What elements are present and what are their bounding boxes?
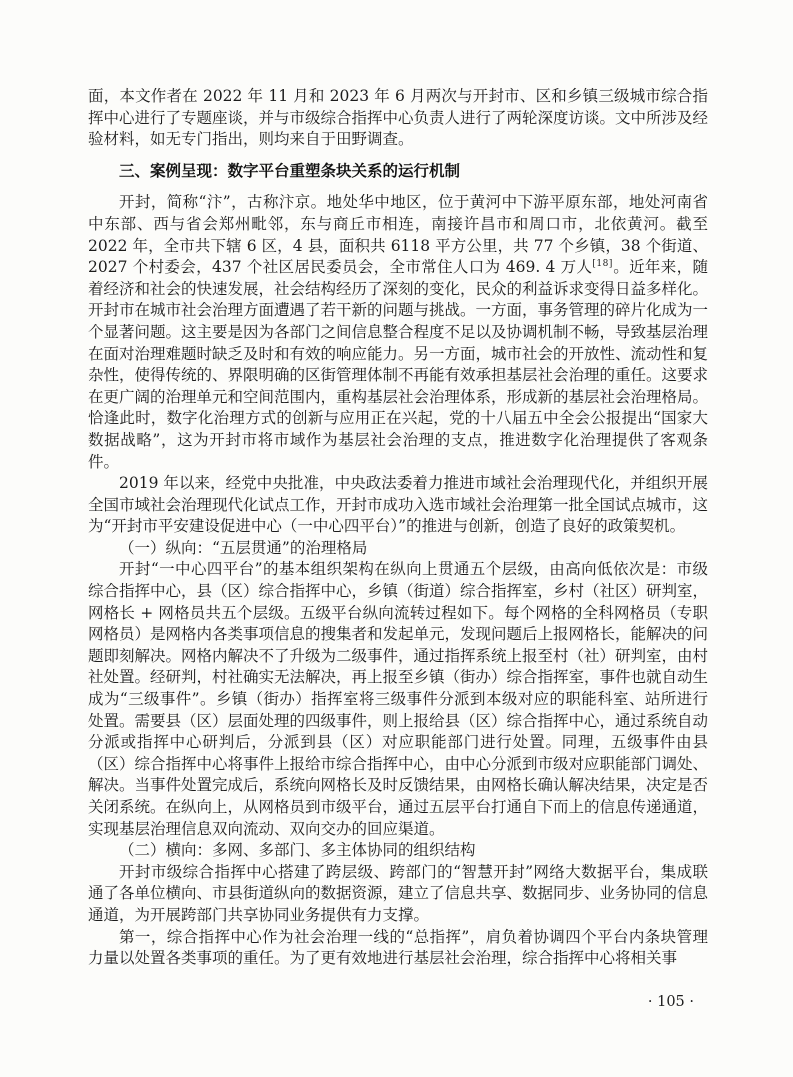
kaifeng-overview-text-after-citation: 。近年来，随着经济和社会的快速发展，社会结构经历了深刻的变化，民众的利益诉求变得日益多样化。开封市在城市社会治理方面遭遇了若干新的问题与挑战。一方面，事务管理的碎片化成为一个显著问题。这主要是因为各部门之间信息整合程度不足以及协调机制不畅，导致基层治理在面对治理难题时缺乏及时和有效的响应能力。另一方面，城市社会的开放性、流动性和复杂性，使得传统的、界限明确的区街管理体制不再能有效承担基层社会治理的重任。这要求在更广阔的治理单元和空间范围内，重构基层社会治理体系，形成新的基层社会治理格局。恰逢此时，数字化治理方式的创新与应用正在兴起，党的十八届五中全会公报提出“国家大数据战略”，这为开封市将市域作为基层社会治理的支点，推进数字化治理提供了客观条件。 <box>88 258 709 471</box>
paragraph-first-point: 第一，综合指挥中心作为社会治理一线的“总指挥”，肩负着协调四个平台内条块管理力量以处置各类事项的重任。为了更有效地进行基层社会治理，综合指挥中心将相关事 <box>88 927 708 968</box>
kaifeng-overview-text-before-citation: 开封，简称“汴”，古称汴京。地处华中地区，位于黄河中下游平原东部，地处河南省中东部、西与省会郑州毗邻，东与商丘市相连，南接许昌市和周口市，北依黄河。截至 2022 年，全市共下辖 6 区，4 县，面积共 6118 平方公里，共 77 个乡镇，38 个街道、2027 个村委会，437 个社区居民委员会，全市常住人口为 469. 4 万人 <box>88 193 708 277</box>
subsection-heading-vertical: （一）纵向：“五层贯通”的治理格局 <box>119 538 368 557</box>
paragraph-continuation-fieldwork: 面，本文作者在 2022 年 11 月和 2023 年 6 月两次与开封市、区和乡镇三级城市综合指挥中心进行了专题座谈，并与市级综合指挥中心负责人进行了两轮深度访谈。文中所涉及经验材料，如无专门指出，则均来自于田野调查。 <box>88 87 709 149</box>
paragraph-vertical-mechanism: 开封“一中心四平台”的基本组织架构在纵向上贯通五个层级，由高向低依次是：市级综合指挥中心，县（区）综合指挥中心，乡镇（街道）综合指挥室，乡村（社区）研判室，网格长 + 网格员共五个层级。五级平台纵向流转过程如下。每个网格的全科网格员（专职网格员）是网格内各类事项信息的搜集者和发起单元，发现问题后上报网格长，能解决的问题即刻解决。网格内解决不了升级为二级事件，通过指挥系统上报至村（社）研判室，由村社处置。经研判，村社确实无法解决，再上报至乡镇（街办）综合指挥室，事件也就自动生成为“三级事件”。乡镇（街办）指挥室将三级事件分派到本级对应的职能科室、站所进行处置。需要县（区）层面处理的四级事件，则上报给县（区）综合指挥中心，通过系统自动分派或指挥中心研判后，分派到县（区）对应职能部门进行处置。同理，五级事件由县（区）综合指挥中心将事件上报给市综合指挥中心，由中心分派到市级对应职能部门调处、解决。当事件处置完成后，系统向网格长及时反馈结果，由网格长确认解决结果，决定是否关闭系统。在纵向上，从网格员到市级平台，通过五层平台打通自下而上的信息传递通道，实现基层治理信息双向流动、双向交办的回应渠道。 <box>88 560 709 838</box>
article-text-column <box>88 86 708 970</box>
subsection-heading-horizontal: （二）横向：多网、多部门、多主体协同的组织结构 <box>119 841 476 860</box>
page-number-value: · 105 · <box>647 994 694 1010</box>
citation-18: [18] <box>592 259 613 269</box>
paragraph-horizontal-structure: 开封市级综合指挥中心搭建了跨层级、跨部门的“智慧开封”网络大数据平台，集成联通了各单位横向、市县街道纵向的数据资源，建立了信息共享、数据同步、业务协同的信息通道，为开展跨部门共享协同业务提供有力支撑。 <box>88 862 709 924</box>
page-number <box>88 994 708 1010</box>
paragraph-2019-policy: 2019 年以来，经党中央批准，中央政法委着力推进市域社会治理现代化，并组织开展全国市域社会治理现代化试点工作，开封市成功入选市域社会治理第一批全国试点城市，这为“开封市平安建设促进中心（一中心四平台）”的推进与创新，创造了良好的政策契机。 <box>88 474 709 536</box>
paragraph-kaifeng-overview <box>88 192 708 473</box>
section-heading-case-presentation: 三、案例呈现：数字平台重塑条块关系的运行机制 <box>119 161 461 180</box>
